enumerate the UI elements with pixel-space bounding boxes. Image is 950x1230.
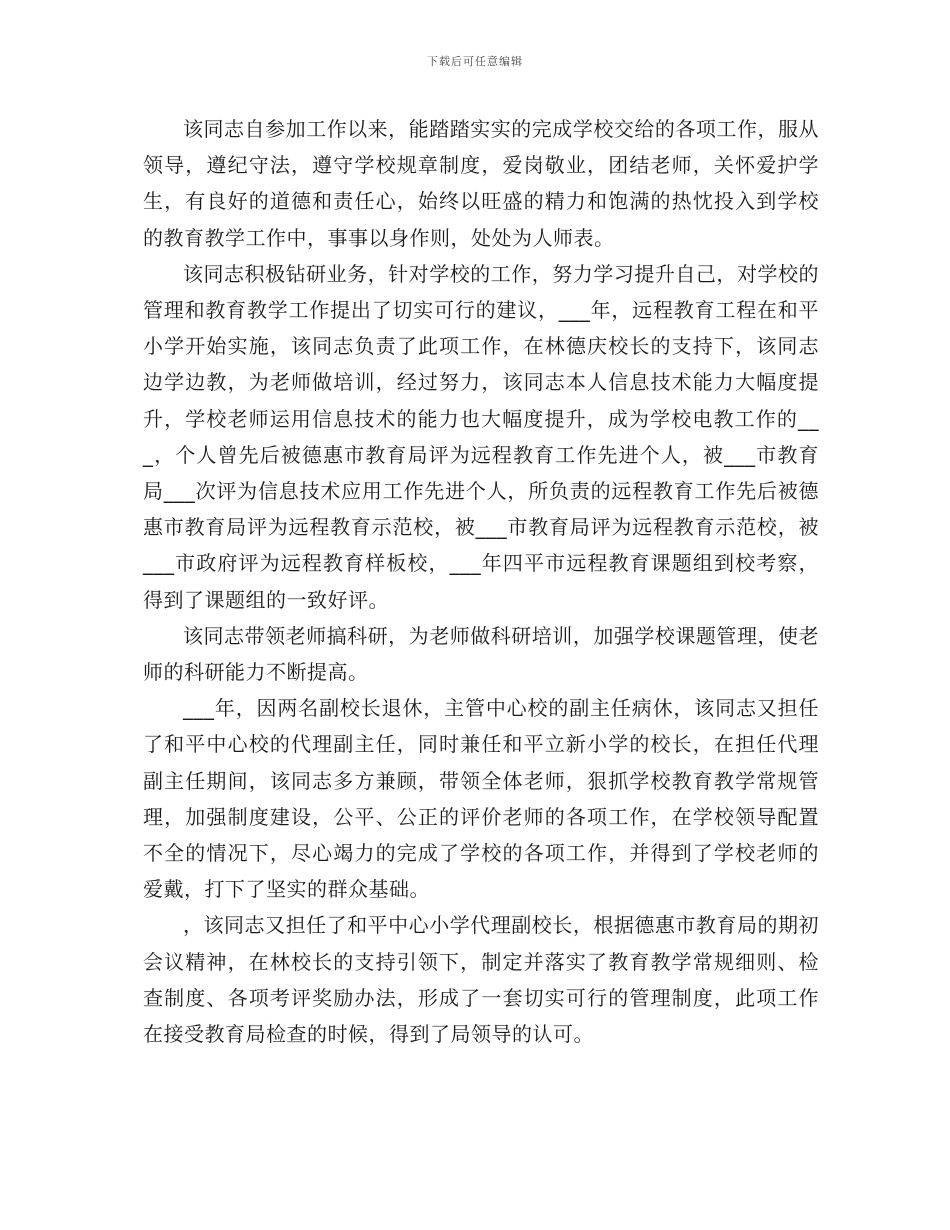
paragraph: ，该同志又担任了和平中心小学代理副校长，根据德惠市教育局的期初会议精神，在林校长的支持引领下，制定并落实了教育教学常规细则、检查制度、各项考评奖励办法，形成了一套切实可行的管理制度，此项工作在接受教育局检查的时候，得到了局领导的认可。	[143, 913, 819, 1047]
paragraph: ___年，因两名副校长退休，主管中心校的副主任病休，该同志又担任了和平中心校的代理副主任，同时兼任和平立新小学的校长，在担任代理副主任期间，该同志多方兼顾，带领全体老师，狠抓学校教育教学常规管理，加强制度建设，公平、公正的评价老师的各项工作，在学校领导配置不全的情况下，尽心竭力的完成了学校的各项工作，并得到了学校老师的爱戴，打下了坚实的群众基础。	[143, 696, 819, 902]
paragraph: 该同志积极钻研业务，针对学校的工作，努力学习提升自己，对学校的管理和教育教学工作提出了切实可行的建议，___年，远程教育工程在和平小学开始实施，该同志负责了此项工作，在林德庆校长的支持下，该同志边学边教，为老师做培训，经过努力，该同志本人信息技术能力大幅度提升，学校老师运用信息技术的能力也大幅度提升，成为学校电教工作的___，个人曾先后被德惠市教育局评为远程教育工作先进个人，被___市教育局___次评为信息技术应用工作先进个人，所负责的远程教育工作先后被德惠市教育局评为远程教育示范校，被___市教育局评为远程教育示范校，被___市政府评为远程教育样板校，___年四平市远程教育课题组到校考察，得到了课题组的一致好评。	[143, 261, 819, 612]
document-body	[143, 111, 819, 1052]
paragraph: 该同志带领老师搞科研，为老师做科研培训，加强学校课题管理，使老师的科研能力不断提高。	[143, 623, 819, 685]
paragraph: 该同志自参加工作以来，能踏踏实实的完成学校交给的各项工作，服从领导，遵纪守法，遵守学校规章制度，爱岗敬业，团结老师，关怀爱护学生，有良好的道德和责任心，始终以旺盛的精力和饱满的热忱投入到学校的教育教学工作中，事事以身作则，处处为人师表。	[143, 117, 819, 250]
page-header: 下载后可任意编辑	[427, 55, 523, 68]
